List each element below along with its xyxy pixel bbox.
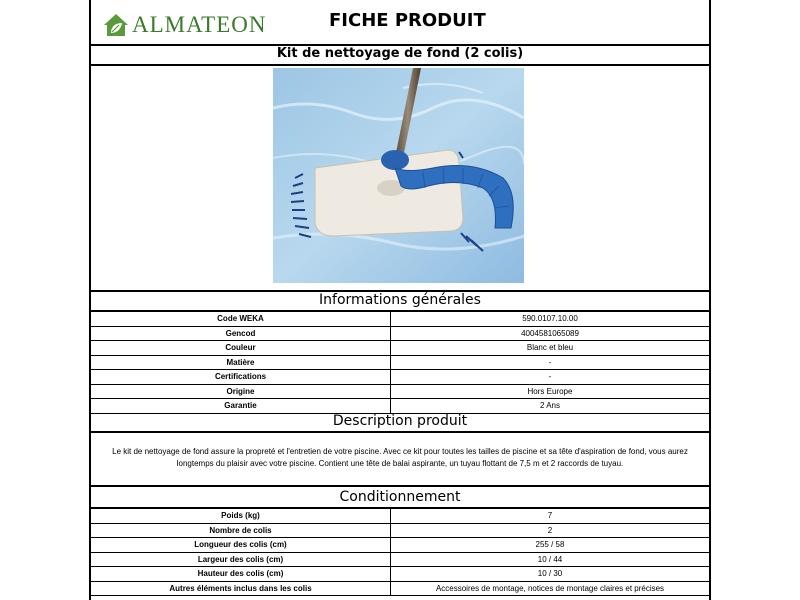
row-label: Largeur des colis (cm): [91, 553, 391, 567]
table-row: [91, 509, 709, 524]
row-value: 7: [547, 511, 553, 520]
row-label: Gencod: [91, 327, 391, 341]
row-value: 4004581065089: [521, 328, 579, 338]
row-value: 2: [547, 525, 553, 535]
table-row: [91, 385, 709, 400]
row-label: Autres éléments inclus dans les colis: [91, 582, 391, 596]
row-value: Blanc et bleu: [526, 343, 574, 352]
table-row: [91, 553, 709, 568]
row-label: Garantie: [91, 399, 391, 413]
row-label: Hauteur des colis (cm): [91, 567, 391, 581]
row-value: 10 / 30: [537, 569, 563, 578]
table-row: [91, 538, 709, 553]
description-text: Le kit de nettoyage de fond assure la propreté et l'entretien de votre piscine. Avec ce kit pour toutes les tailles de piscine et sa tête d'aspiration de fond, vous aurez longtemps du plaisir avec votre piscine. Contient une tête de balai aspirante, un tuyau flottant de 7,5 m et 2 raccords de tuyau.: [91, 433, 709, 487]
table-row: [91, 356, 709, 371]
row-value: 590.0107.10.00: [522, 314, 578, 323]
row-value: Hors Europe: [527, 386, 573, 396]
page-title: FICHE PRODUIT: [329, 10, 486, 31]
product-sheet: [89, 0, 711, 600]
row-value: Accessoires de montage, notices de montage claires et précises: [435, 583, 665, 593]
row-label: Code WEKA: [91, 312, 391, 326]
row-value: 2 Ans: [539, 401, 560, 410]
product-image-area: [91, 66, 709, 292]
brand-logo: [103, 12, 267, 38]
table-row: [91, 524, 709, 539]
row-value: 10 / 44: [537, 554, 563, 564]
row-label: Poids (kg): [91, 509, 391, 523]
general-info-heading: Informations générales: [91, 290, 709, 312]
sheet-header: [91, 0, 709, 46]
row-value: -: [548, 372, 552, 381]
brand-name: ALMATEON: [132, 12, 267, 37]
row-label: Couleur: [91, 341, 391, 355]
table-row: [91, 582, 709, 597]
table-row: [91, 327, 709, 342]
row-label: Longueur des colis (cm): [91, 538, 391, 552]
row-value: -: [548, 357, 552, 367]
table-row: [91, 312, 709, 327]
table-row: [91, 341, 709, 356]
row-label: Certifications: [91, 370, 391, 384]
row-label: Matière: [91, 356, 391, 370]
product-photo: [273, 68, 524, 283]
packaging-heading: Conditionnement: [91, 487, 709, 509]
table-row: [91, 370, 709, 385]
house-leaf-icon: [103, 12, 129, 38]
table-row: [91, 567, 709, 582]
row-label: Origine: [91, 385, 391, 399]
row-value: 255 / 58: [535, 540, 565, 549]
description-heading: Description produit: [91, 411, 709, 433]
product-name: Kit de nettoyage de fond (2 colis): [91, 44, 709, 66]
row-label: Nombre de colis: [91, 524, 391, 538]
